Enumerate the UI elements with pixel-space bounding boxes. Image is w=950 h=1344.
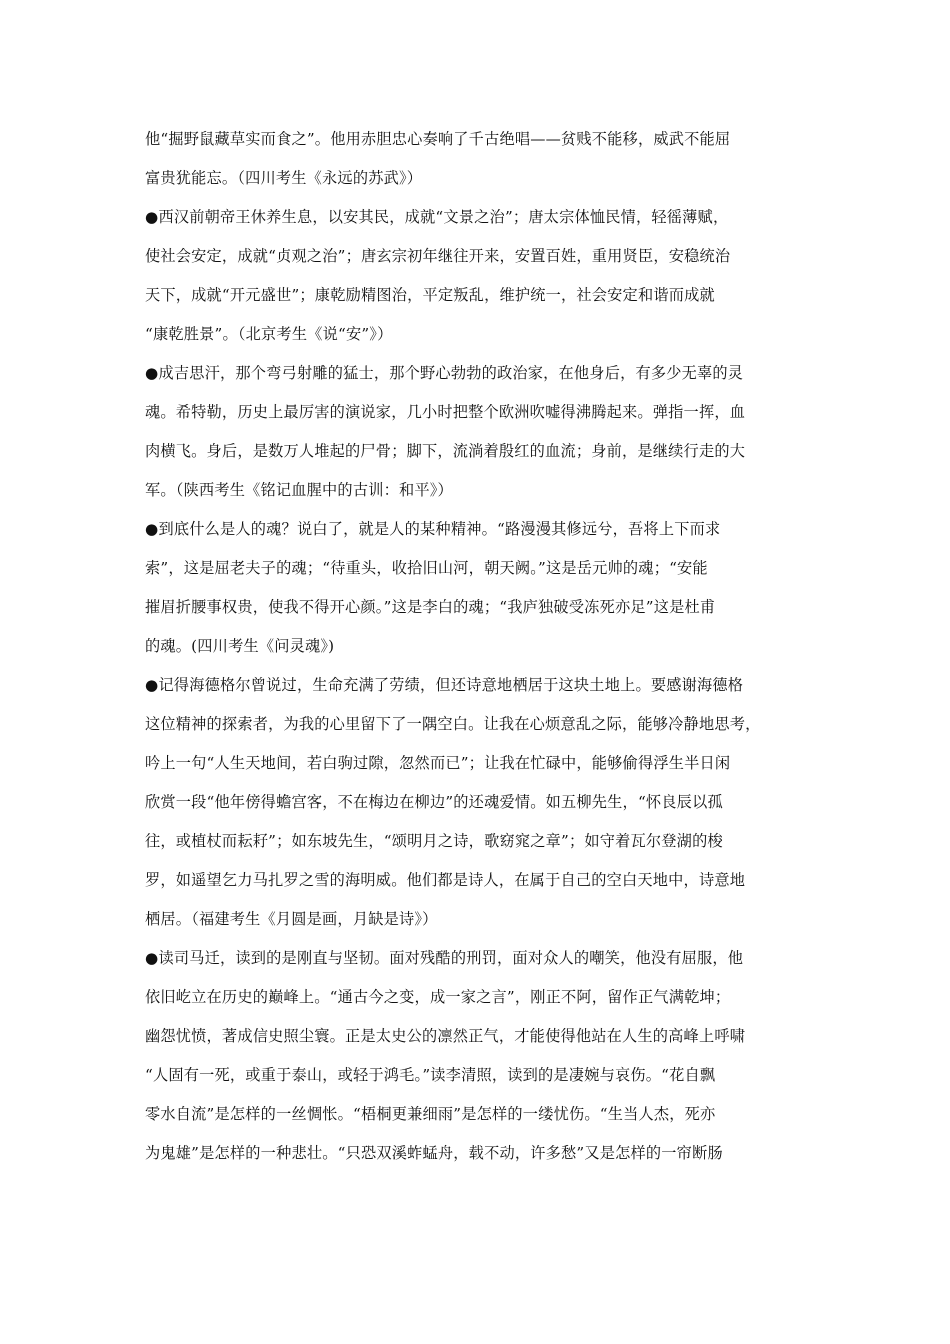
text-line: 肉横飞。身后，是数万人堆起的尸骨；脚下，流淌着殷红的血流；身前，是继续行走的大 [145, 442, 746, 460]
text-line: ●成吉思汗，那个弯弓射雕的猛士，那个野心勃勃的政治家，在他身后，有多少无辜的灵 [145, 364, 744, 382]
text-line: ●记得海德格尔曾说过，生命充满了劳绩，但还诗意地栖居于这块土地上。要感谢海德格 [145, 676, 744, 694]
text-line: 摧眉折腰事权贵，使我不得开心颜。”这是李白的魂；“我庐独破受冻死亦足”这是杜甫 [145, 598, 716, 616]
document-body [145, 120, 815, 1173]
text-line: ●西汉前朝帝王休养生息，以安其民，成就“文景之治”；唐太宗体恤民情，轻徭薄赋， [145, 208, 729, 226]
text-line: 这位精神的探索者，为我的心里留下了一隅空白。让我在心烦意乱之际，能够冷静地思考， [145, 715, 761, 733]
text-line: 军。（陕西考生《铭记血腥中的古训：和平》） [145, 481, 453, 499]
text-line: 天下，成就“开元盛世”；康乾励精图治，平定叛乱，维护统一，社会安定和谐而成就 [145, 286, 715, 304]
text-line: 使社会安定，成就“贞观之治”；唐玄宗初年继往开来，安置百姓，重用贤臣，安稳统治 [145, 247, 731, 265]
text-line: 富贵犹能忘。（四川考生《永远的苏武》） [145, 169, 423, 187]
text-line: 索”，这是屈老夫子的魂；“待重头，收拾旧山河，朝天阙。”这是岳元帅的魂；“安能 [145, 559, 708, 577]
text-line: 的魂。(四川考生《问灵魂》) [145, 637, 335, 655]
text-line: 幽怨忧愤，著成信史照尘寰。正是太史公的凛然正气，才能使得他站在人生的高峰上呼啸 [145, 1027, 746, 1045]
text-line: 欣赏一段“他年傍得蟾宫客，不在梅边在柳边”的还魂爱情。如五柳先生，“怀良辰以孤 [145, 793, 723, 811]
text-line: 他“掘野鼠藏草实而食之”。他用赤胆忠心奏响了千古绝唱——贫贱不能移，威武不能屈 [145, 130, 731, 148]
text-line: 依旧屹立在历史的巅峰上。“通古今之变，成一家之言”，刚正不阿，留作正气满乾坤； [145, 988, 731, 1006]
text-line: 罗，如遥望乞力马扎罗之雪的海明威。他们都是诗人，在属于自己的空白天地中，诗意地 [145, 871, 746, 889]
text-line: “人固有一死，或重于泰山，或轻于鸿毛。”读李清照，读到的是凄婉与哀伤。“花自飘 [145, 1066, 716, 1084]
text-line: 零水自流”是怎样的一丝惆怅。“梧桐更兼细雨”是怎样的一缕忧伤。“生当人杰，死亦 [145, 1105, 716, 1123]
text-line: 吟上一句“人生天地间，若白驹过隙，忽然而已”；让我在忙碌中，能够偷得浮生半日闲 [145, 754, 731, 772]
text-line: 魂。希特勒，历史上最厉害的演说家，几小时把整个欧洲吹嘘得沸腾起来。弹指一挥，血 [145, 403, 746, 421]
text-line: ●到底什么是人的魂？说白了，就是人的某种精神。“路漫漫其修远兮，吾将上下而求 [145, 520, 721, 538]
text-line: 往，或植杖而耘耔”；如东坡先生，“颂明月之诗，歌窈窕之章”；如守着瓦尔登湖的梭 [145, 832, 723, 850]
text-line: “康乾胜景”。（北京考生《说“安”》） [145, 325, 393, 343]
text-line: 为鬼雄”是怎样的一种悲壮。“只恐双溪蚱蜢舟，载不动，许多愁”又是怎样的一帘断肠 [145, 1144, 723, 1162]
text-line: 栖居。（福建考生《月圆是画，月缺是诗》） [145, 910, 438, 928]
text-line: ●读司马迁，读到的是刚直与坚韧。面对残酷的刑罚，面对众人的嘲笑，他没有屈服，他 [145, 949, 744, 967]
